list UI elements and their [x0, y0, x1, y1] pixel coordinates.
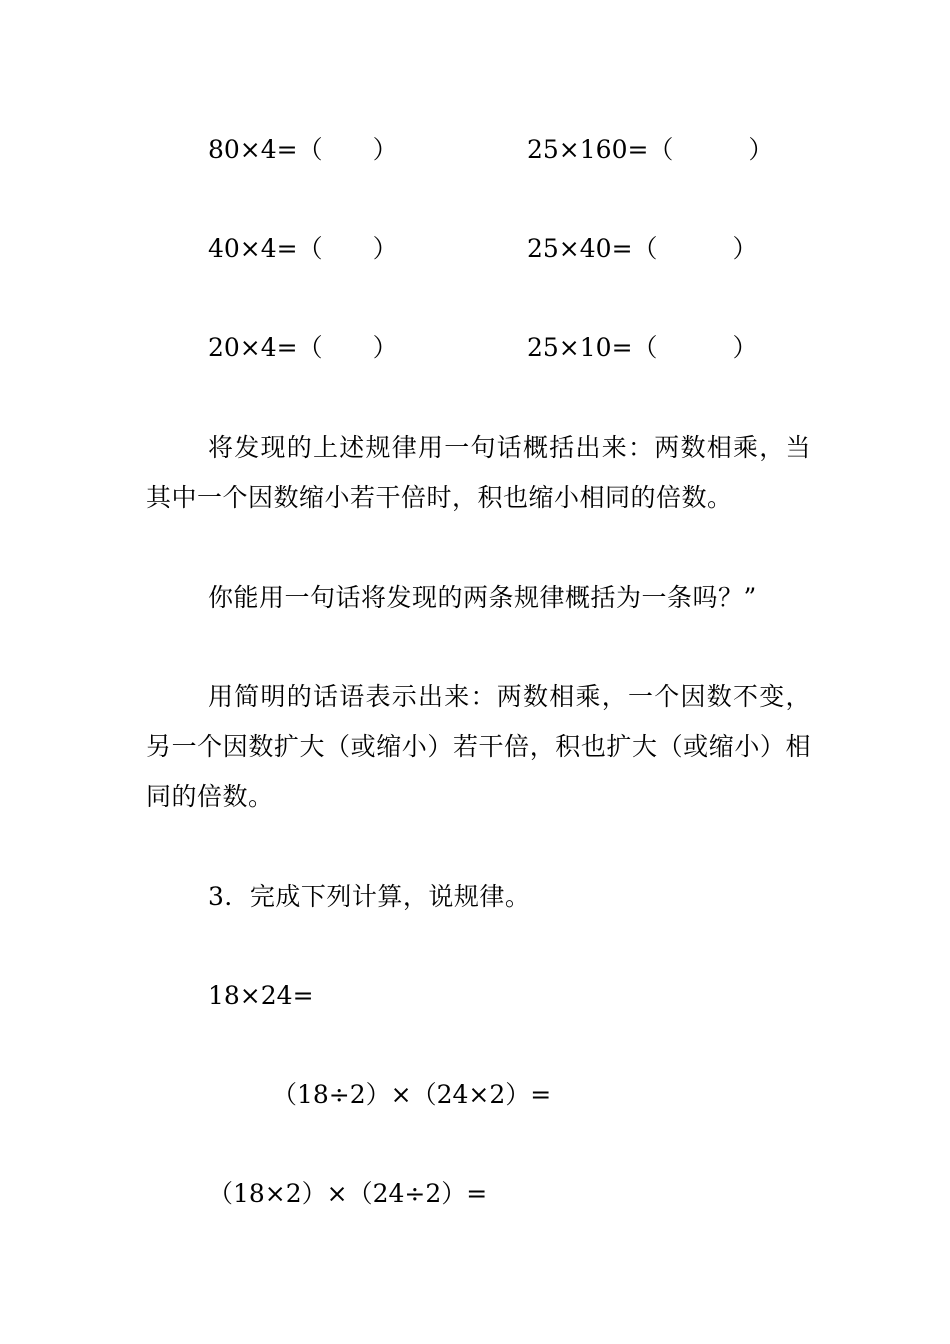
combined-rule-paragraph: 用简明的话语表示出来：两数相乘，一个因数不变，另一个因数扩大（或缩小）若干倍，积也扩大（或缩小）相同的倍数。	[146, 682, 811, 811]
equation-row-3-left: 20×4=（ ）	[208, 333, 398, 362]
equation-row-1-right: 25×160=（ ）	[527, 135, 774, 164]
calculation-base: 18×24=	[208, 981, 314, 1010]
task-heading: 3．完成下列计算，说规律。	[208, 882, 531, 911]
equation-row-2-left: 40×4=（ ）	[208, 234, 398, 263]
equation-row-1-left: 80×4=（ ）	[208, 135, 398, 164]
question-paragraph: 你能用一句话将发现的两条规律概括为一条吗？”	[208, 583, 757, 612]
equation-row-2-right: 25×40=（ ）	[527, 234, 758, 263]
equation-row-3-right: 25×10=（ ）	[527, 333, 758, 362]
calculation-variant-2: （18×2）×（24÷2）=	[208, 1179, 488, 1208]
calculation-variant-1: （18÷2）×（24×2）=	[272, 1080, 552, 1109]
rule-summary-paragraph: 将发现的上述规律用一句话概括出来：两数相乘，当其中一个因数缩小若干倍时，积也缩小相同的倍数。	[146, 433, 811, 512]
